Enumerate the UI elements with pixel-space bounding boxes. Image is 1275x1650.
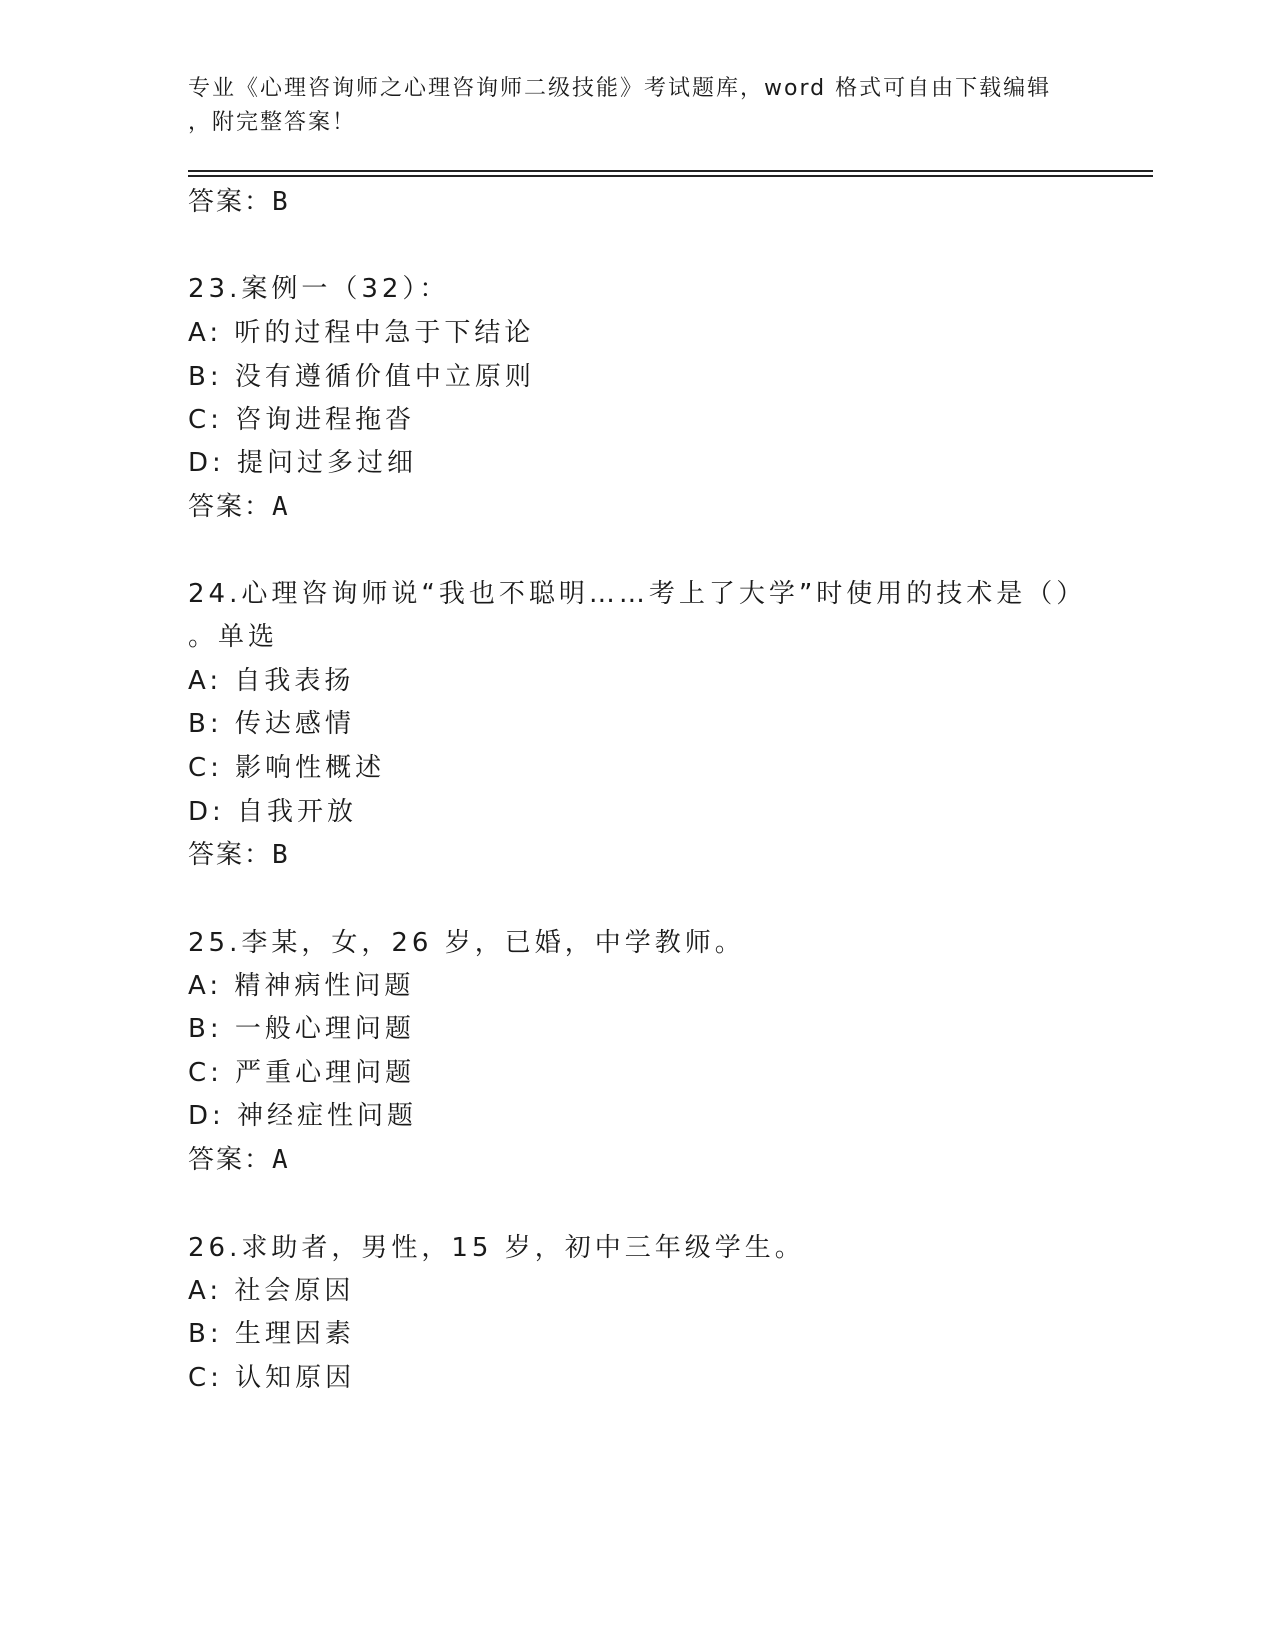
answer-25: 答案：A bbox=[188, 1145, 290, 1175]
question-25-option-b: B: 一般心理问题 bbox=[188, 1014, 415, 1044]
question-23-stem: 23.案例一（32）： bbox=[188, 274, 450, 304]
question-25-stem: 25.李某，女，26 岁，已婚，中学教师。 bbox=[188, 928, 745, 958]
question-25-option-a: A: 精神病性问题 bbox=[188, 971, 415, 1001]
question-24-stem-cont: 。单选 bbox=[188, 622, 279, 652]
question-24-option-b: B: 传达感情 bbox=[188, 709, 355, 739]
question-26-stem: 26.求助者，男性，15 岁，初中三年级学生。 bbox=[188, 1233, 805, 1263]
question-23-option-c: C: 咨询进程拖沓 bbox=[188, 405, 416, 435]
question-26-option-c: C: 认知原因 bbox=[188, 1363, 356, 1393]
header-line-2: ，附完整答案！ bbox=[188, 110, 357, 135]
question-23-option-b: B: 没有遵循价值中立原则 bbox=[188, 362, 535, 392]
question-23-option-d: D: 提问过多过细 bbox=[188, 448, 418, 478]
answer-23: 答案：A bbox=[188, 492, 290, 522]
header-line-1: 专业《心理咨询师之心理咨询师二级技能》考试题库，word 格式可自由下载编辑 bbox=[188, 76, 1052, 101]
question-24-option-a: A: 自我表扬 bbox=[188, 666, 355, 696]
question-26-option-a: A: 社会原因 bbox=[188, 1276, 355, 1306]
question-23-option-a: A: 听的过程中急于下结论 bbox=[188, 318, 535, 348]
question-24-stem: 24.心理咨询师说“我也不聪明……考上了大学”时使用的技术是（） bbox=[188, 579, 1087, 609]
question-25-option-c: C: 严重心理问题 bbox=[188, 1058, 416, 1088]
question-26-option-b: B: 生理因素 bbox=[188, 1319, 355, 1349]
header-rule-top bbox=[188, 170, 1153, 172]
answer-22: 答案：B bbox=[188, 187, 290, 217]
document-header bbox=[188, 72, 1088, 140]
header-rule-bottom bbox=[188, 175, 1153, 177]
question-24-option-d: D: 自我开放 bbox=[188, 797, 358, 827]
question-25-option-d: D: 神经症性问题 bbox=[188, 1101, 418, 1131]
question-24-option-c: C: 影响性概述 bbox=[188, 753, 386, 783]
answer-24: 答案：B bbox=[188, 840, 290, 870]
